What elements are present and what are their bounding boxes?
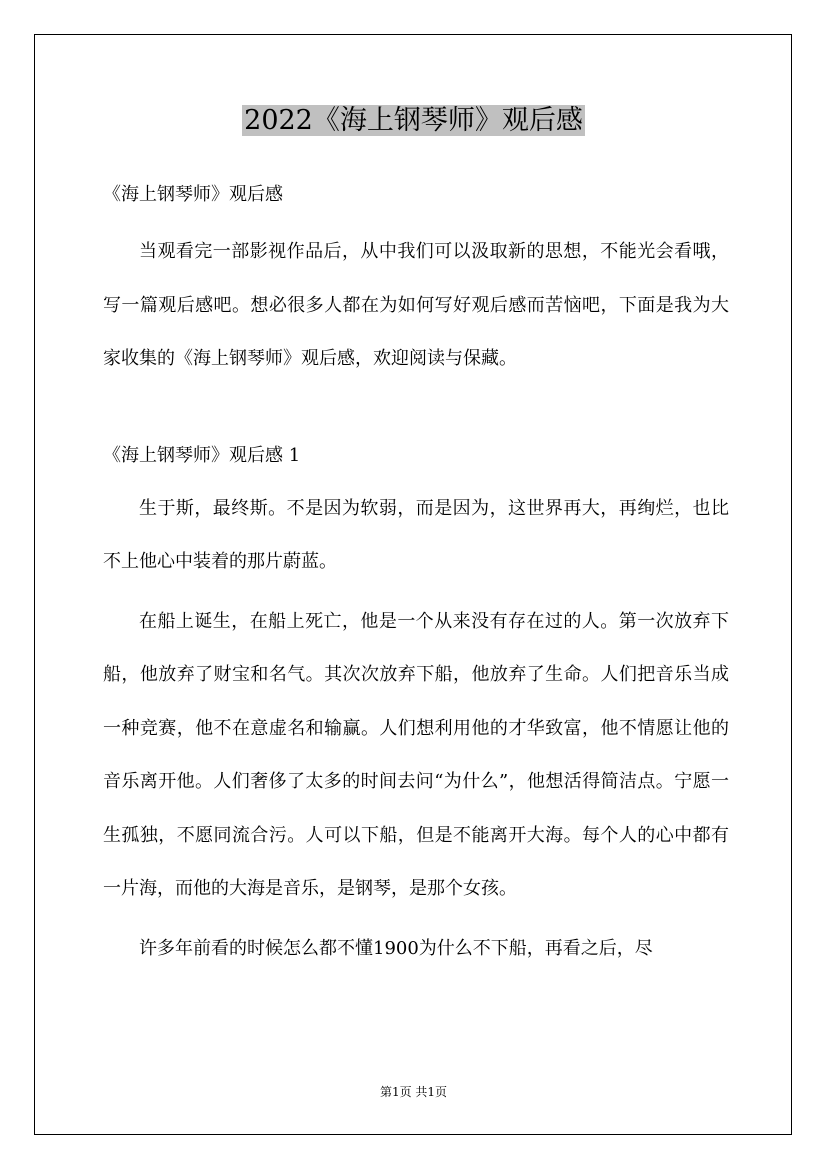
intro-heading: 《海上钢琴师》观后感 — [103, 184, 283, 205]
body-paragraph-2: 在船上诞生，在船上死亡，他是一个从来没有存在过的人。第一次放弃下船，他放弃了财宝和名气。其次次放弃下船，他放弃了生命。人们把音乐当成一种竞赛，他不在意虚名和输赢。人们想利用他的才华致富，他不情愿让他的音乐离开他。人们奢侈了太多的时间去问“为什么”，他想活得简洁点。宁愿一生孤独，不愿同流合污。人可以下船，但是不能离开大海。每个人的心中都有一片海，而他的大海是音乐，是钢琴，是那个女孩。 — [103, 610, 729, 899]
body-paragraph-1: 生于斯，最终斯。不是因为软弱，而是因为，这世界再大，再绚烂，也比不上他心中装着的那片蔚蓝。 — [103, 497, 729, 572]
document-body — [103, 178, 729, 975]
body-paragraph-3: 许多年前看的时候怎么都不懂1900为什么不下船，再看之后，尽 — [139, 937, 653, 959]
intro-paragraph: 当观看完一部影视作品后，从中我们可以汲取新的思想，不能光会看哦，写一篇观后感吧。想必很多人都在为如何写好观后感而苦恼吧，下面是我为大家收集的《海上钢琴师》观后感，欢迎阅读与保藏。 — [103, 241, 729, 369]
section-heading: 《海上钢琴师》观后感 1 — [103, 444, 301, 466]
document-title — [0, 100, 827, 142]
document-title-text: 2022《海上钢琴师》观后感 — [244, 105, 583, 136]
page-footer: 第1页 共1页 — [379, 1085, 448, 1099]
